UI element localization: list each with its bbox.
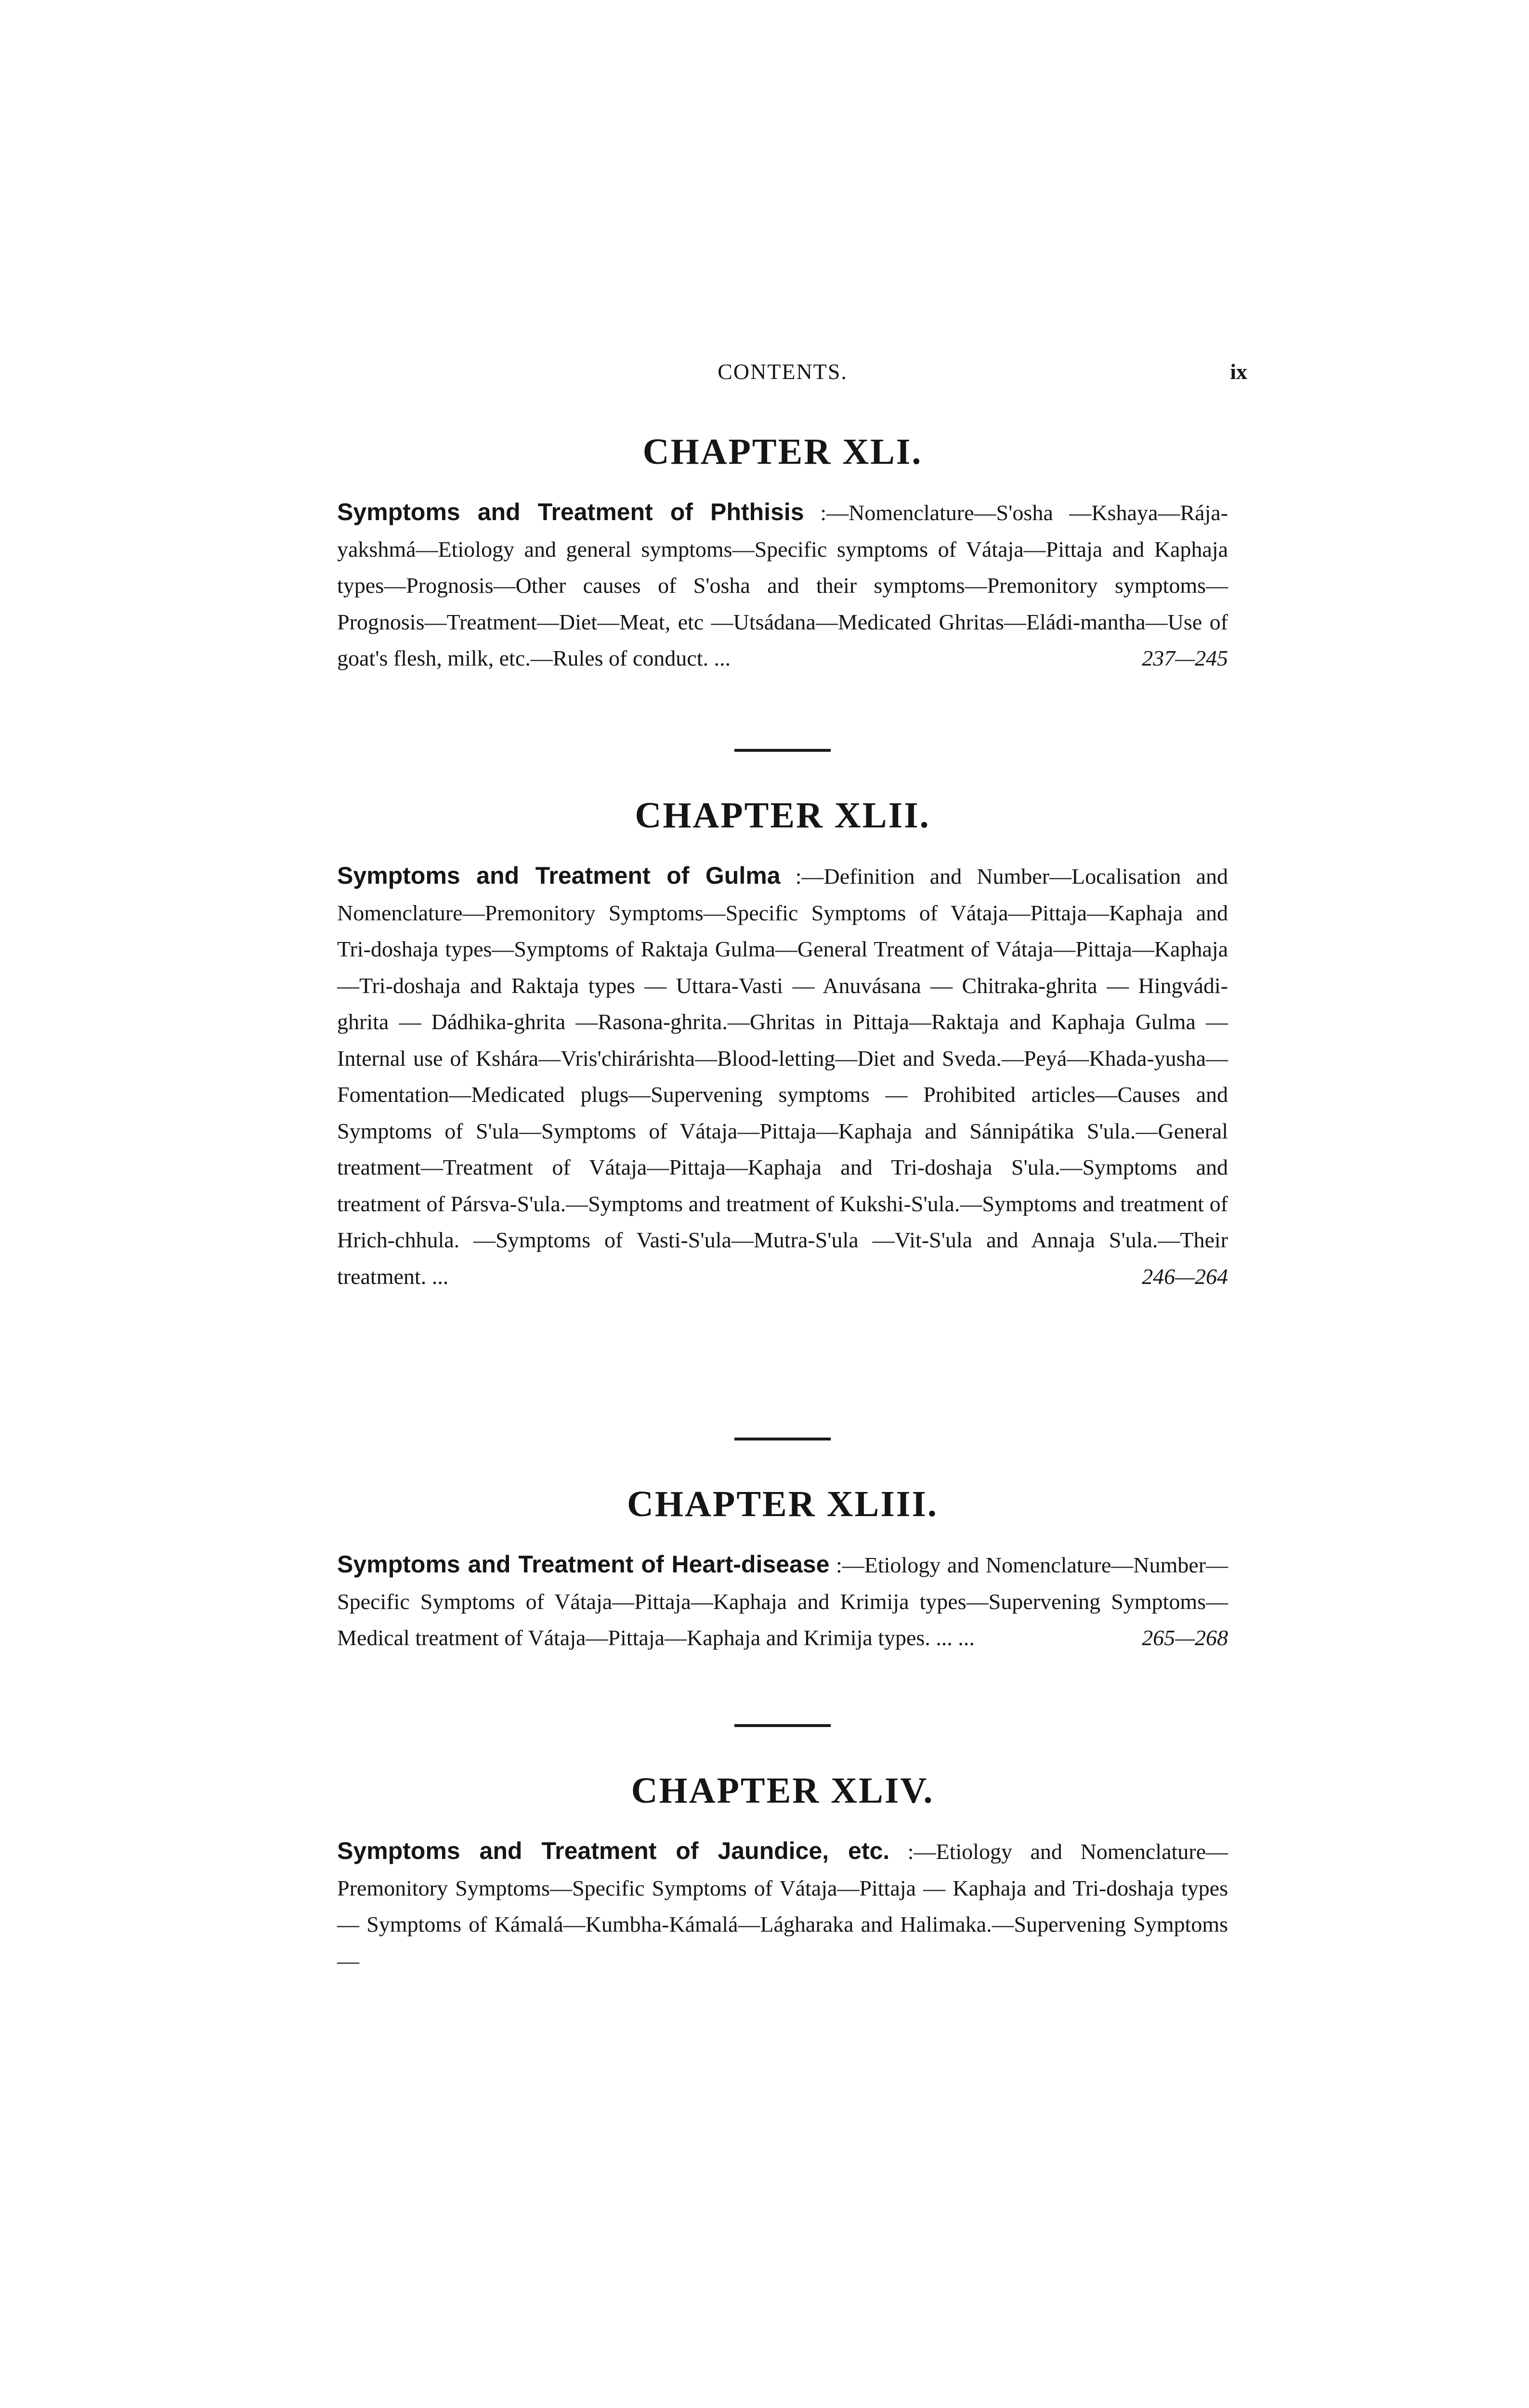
chapter-heading: CHAPTER XLIV. [631, 1770, 934, 1811]
chapter-topic: Symptoms and Treatment of Jaundice, etc. [337, 1837, 890, 1864]
chapter-summary [337, 1546, 1228, 1656]
page-number: ix [1230, 359, 1247, 384]
chapter-summary [337, 1833, 1228, 1979]
chapter-topic: Symptoms and Treatment of Gulma [337, 862, 781, 889]
chapter-heading: CHAPTER XLII. [635, 795, 930, 836]
page-range: 237—245 [1142, 646, 1228, 670]
running-title: CONTENTS. [718, 359, 848, 384]
chapter-topic: Symptoms and Treatment of Phthisis [337, 498, 804, 525]
section-divider [734, 1438, 831, 1440]
chapter-text: :—Nomenclature—S'osha —Kshaya—Rája-yakshmá—Etiology and general symptoms—Specific symptoms of Vátaja—Pittaja and Kaphaja types—Prognosis—Other causes of S'osha and their symptoms—Premonitory symptoms—Prognosis—Treatment—Diet—Meat, etc —Utsádana—Medicated Ghritas—Eládi-mantha—Use of goat's flesh, milk, etc.—Rules of conduct. ... [337, 500, 1228, 670]
running-head [337, 359, 1247, 388]
chapter-text: :—Etiology and Nomenclature—Premonitory Symptoms—Specific Symptoms of Vátaja—Pittaja — Kaphaja and Tri-doshaja types — Symptoms of Kámalá—Kumbha-Kámalá—Lágharaka and Halimaka.—Supervening Symptoms— [337, 1839, 1228, 1973]
chapter-text: :—Definition and Number—Localisation and Nomenclature—Premonitory Symptoms—Specific Symptoms of Vátaja—Pittaja—Kaphaja and Tri-doshaja types—Symptoms of Raktaja Gulma—General Treatment of Vátaja—Pittaja—Kaphaja—Tri-doshaja and Raktaja types — Uttara-Vasti — Anuvásana — Chitraka-ghrita — Hingvádi-ghrita — Dádhika-ghrita —Rasona-ghrita.—Ghritas in Pittaja—Raktaja and Kaphaja Gulma —Internal use of Kshára—Vris'chirárishta—Blood-letting—Diet and Sveda.—Peyá—Khada-yusha—Fomentation—Medicated plugs—Supervening symptoms — Prohibited articles—Causes and Symptoms of S'ula—Symptoms of Vátaja—Pittaja—Kaphaja and Sánnipátika S'ula.—General treatment—Treatment of Vátaja—Pittaja—Kaphaja and Tri-doshaja S'ula.—Symptoms and treatment of Pársva-S'ula.—Symptoms and treatment of Kukshi-S'ula.—Symptoms and treatment of Hrich-chhula. —Symptoms of Vasti-S'ula—Mutra-S'ula —Vit-S'ula and Annaja S'ula.—Their treatment. ... [337, 864, 1228, 1289]
section-divider [734, 1724, 831, 1727]
chapter-text: :—Etiology and Nomenclature—Number—Specific Symptoms of Vátaja—Pittaja—Kaphaja and Krimija types—Supervening Symptoms—Medical treatment of Vátaja—Pittaja—Kaphaja and Krimija types. ... ... [337, 1553, 1228, 1650]
chapter-xliii [337, 1486, 1228, 1656]
page-range: 265—268 [1142, 1625, 1228, 1650]
chapter-topic: Symptoms and Treatment of Heart-disease [337, 1551, 830, 1578]
chapter-xli [337, 433, 1228, 677]
section-divider [734, 749, 831, 752]
chapter-xliv [337, 1772, 1228, 1979]
chapter-heading: CHAPTER XLIII. [627, 1484, 938, 1524]
chapter-summary [337, 858, 1228, 1295]
chapter-heading: CHAPTER XLI. [642, 432, 923, 472]
chapter-summary [337, 494, 1228, 677]
chapter-xlii [337, 797, 1228, 1295]
page-range: 246—264 [1142, 1264, 1228, 1289]
